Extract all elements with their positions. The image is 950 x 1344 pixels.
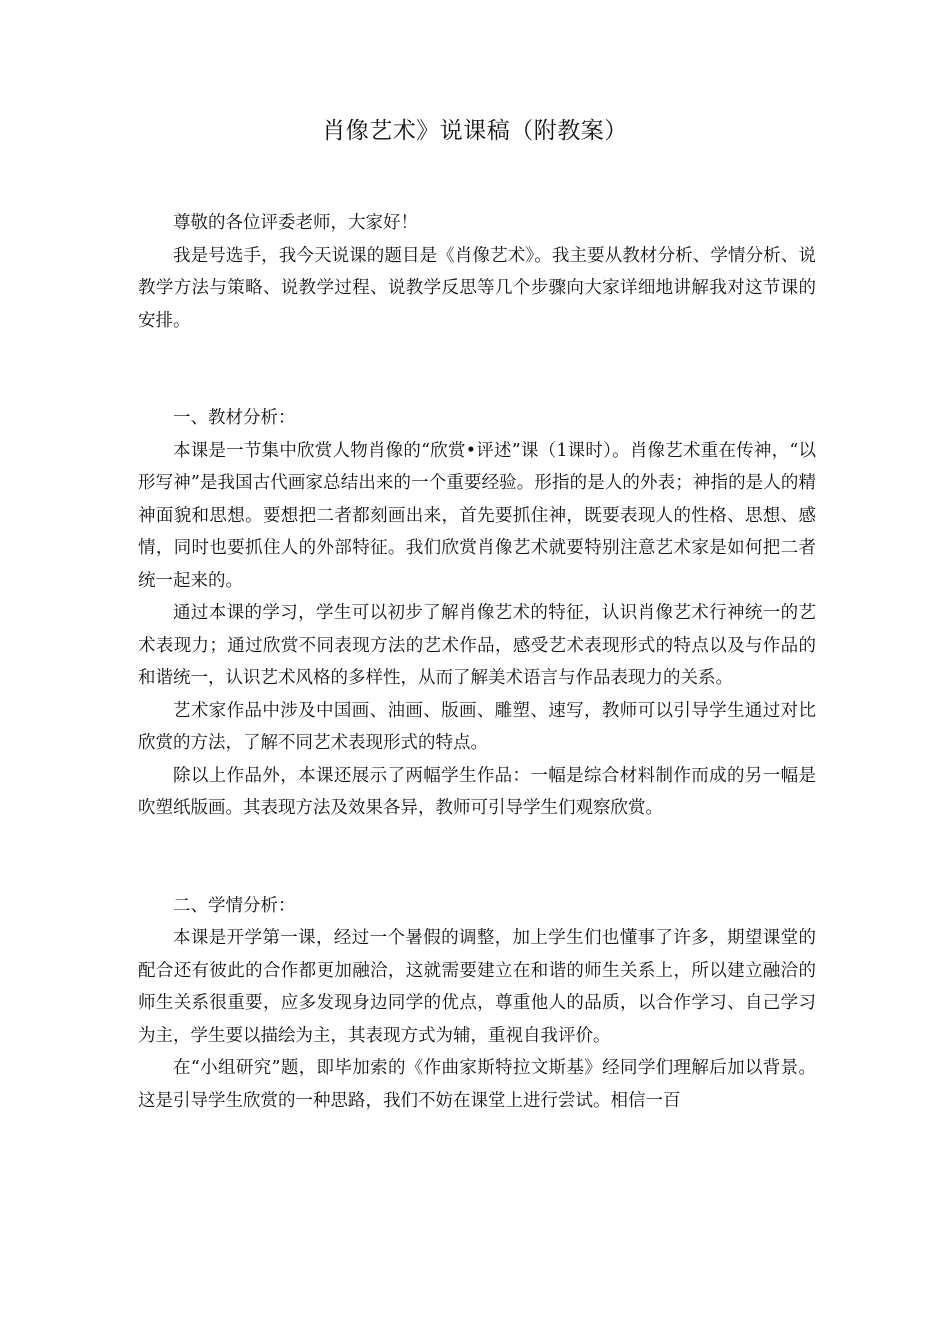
section2-paragraph: 本课是开学第一课，经过一个暑假的调整，加上学生们也懂事了许多，期望课堂的配合还有彼此的合作都更加融洽，这就需要建立在和谐的师生关系上，所以建立融洽的师生关系很重要，应多发现身边同学的优点，尊重他人的品质，以合作学习、自己学习为主，学生要以描绘为主，其表现方式为辅，重视自我评价。	[138, 928, 816, 1046]
section-spacer	[138, 337, 816, 402]
section-heading-student-analysis: 二、学情分析：	[173, 895, 296, 916]
section1-paragraph: 艺术家作品中涉及中国画、油画、版画、雕塑、速写，教师可以引导学生通过对比欣赏的方法，了解不同艺术表现形式的特点。	[138, 700, 816, 753]
section1-paragraph: 除以上作品外，本课还展示了两幅学生作品：一幅是综合材料制作而成的另一幅是吹塑纸版画。其表现方法及效果各异，教师可引导学生们观察欣赏。	[138, 765, 816, 818]
section2-paragraph: 在“小组研究”题，即毕加索的《作曲家斯特拉文斯基》经同学们理解后加以背景。这是引导学生欣赏的一种思路，我们不妨在课堂上进行尝试。相信一百	[138, 1058, 816, 1111]
section1-paragraph: 通过本课的学习，学生可以初步了解肖像艺术的特征，认识肖像艺术行神统一的艺术表现力；通过欣赏不同表现方法的艺术作品，感受艺术表现形式的特点以及与作品的和谐统一，认识艺术风格的多样性，从而了解美术语言与作品表现力的关系。	[138, 603, 816, 688]
document-body	[138, 207, 816, 1117]
section-spacer	[138, 825, 816, 890]
section1-paragraph: 本课是一节集中欣赏人物肖像的“欣赏•评述”课（1课时）。肖像艺术重在传神，“以形写神”是我国古代画家总结出来的一个重要经验。形指的是人的外表；神指的是人的精神面貌和思想。要想把二者都刻画出来，首先要抓住神，既要表现人的性格、思想、感情，同时也要抓住人的外部特征。我们欣赏肖像艺术就要特别注意艺术家是如何把二者统一起来的。	[138, 440, 816, 591]
document-title: 肖像艺术》说课稿（附教案）	[322, 118, 628, 144]
intro-paragraph: 我是号选手，我今天说课的题目是《肖像艺术》。我主要从教材分析、学情分析、说教学方法与策略、说教学过程、说教学反思等几个步骤向大家详细地讲解我对这节课的安排。	[138, 245, 816, 331]
greeting-paragraph: 尊敬的各位评委老师，大家好！	[173, 213, 418, 233]
section-heading-textbook-analysis: 一、教材分析：	[173, 408, 296, 428]
